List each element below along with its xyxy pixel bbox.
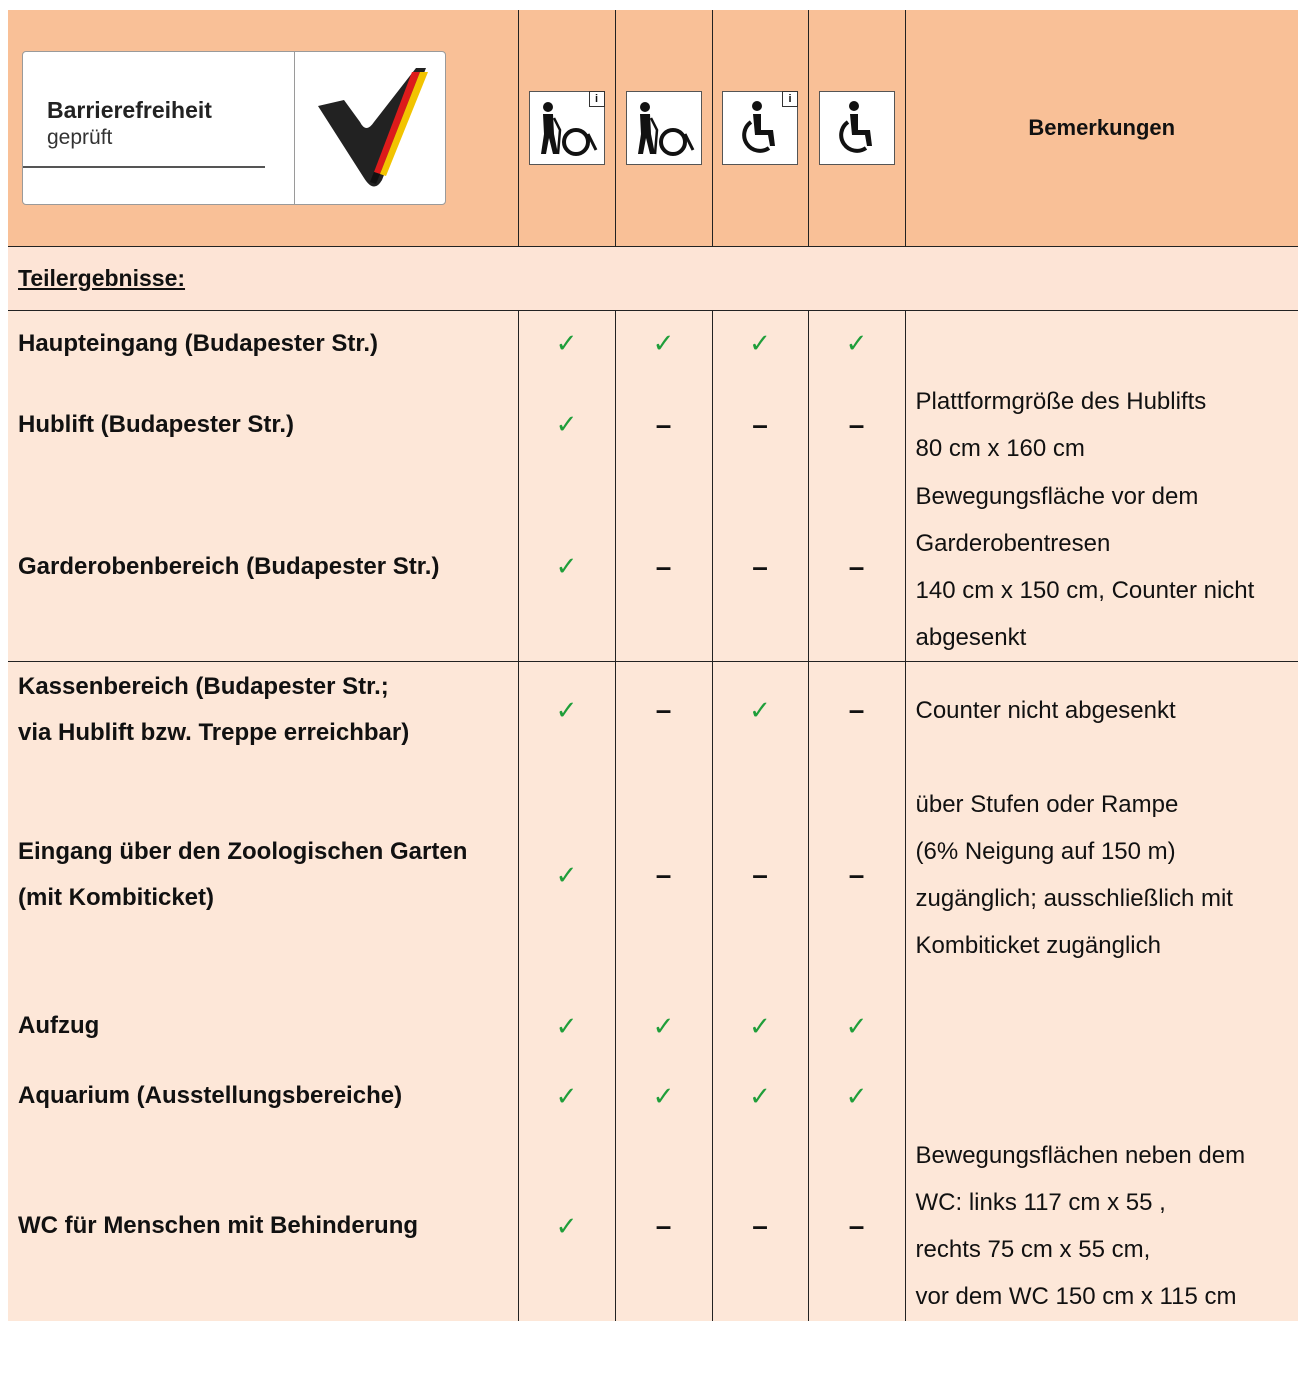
row-label-line: Haupteingang (Budapester Str.) — [18, 329, 379, 357]
table-row — [8, 991, 1298, 1061]
row-remark — [905, 991, 1298, 1061]
table-row — [8, 1061, 1298, 1131]
checkmark-icon: ✓ — [615, 1061, 712, 1131]
row-label-line: Aquarium (Ausstellungsbereiche) — [18, 1082, 403, 1109]
row-remark — [905, 377, 1298, 473]
dash-icon: – — [808, 473, 905, 662]
row-label — [8, 1061, 518, 1131]
logo-title: Barrierefreiheit — [47, 97, 212, 123]
dash-icon: – — [808, 661, 905, 759]
dash-icon: – — [615, 377, 712, 473]
table-row — [8, 311, 1298, 377]
remark-line: Counter nicht abgesenkt — [915, 696, 1176, 724]
row-label-line: Kassenbereich (Budapester Str.; — [18, 673, 389, 701]
row-label — [8, 759, 518, 991]
row-remark — [905, 473, 1298, 662]
header-icon-cell-1 — [518, 10, 615, 247]
row-label — [8, 1131, 518, 1321]
row-remark — [905, 661, 1298, 759]
table-header-row — [8, 10, 1298, 247]
row-label — [8, 377, 518, 473]
row-label — [8, 991, 518, 1061]
remark-line: abgesenkt — [915, 623, 1027, 651]
row-label-line: Aufzug — [18, 1012, 100, 1039]
dash-icon: – — [615, 1131, 712, 1321]
wheelchair-user-icon — [819, 91, 895, 165]
checkmark-icon: ✓ — [518, 1131, 615, 1321]
table-row — [8, 759, 1298, 991]
checkmark-icon: ✓ — [518, 377, 615, 473]
checkmark-icon: ✓ — [712, 991, 808, 1061]
section-label: Teilergebnisse: — [8, 247, 1298, 311]
accessibility-results-page — [8, 10, 1301, 1387]
checkmark-icon: ✓ — [518, 1061, 615, 1131]
checkmark-icon: ✓ — [518, 661, 615, 759]
dash-icon: – — [615, 473, 712, 662]
logo-underline — [23, 166, 265, 168]
logo-cell — [8, 10, 518, 247]
dash-icon: – — [808, 759, 905, 991]
checkmark-logo-icon — [308, 62, 438, 192]
table-row — [8, 377, 1298, 473]
checkmark-icon: ✓ — [808, 311, 905, 377]
logo-subtitle: geprüft — [47, 126, 113, 149]
walking-aid-wheelchair-info-icon: i — [529, 91, 605, 165]
walking-aid-wheelchair-icon — [626, 91, 702, 165]
remark-line: (6% Neigung auf 150 m) — [915, 838, 1176, 865]
checkmark-icon: ✓ — [518, 991, 615, 1061]
dash-icon: – — [808, 377, 905, 473]
checkmark-icon: ✓ — [615, 991, 712, 1061]
row-remark — [905, 1131, 1298, 1321]
dash-icon: – — [615, 759, 712, 991]
row-label — [8, 661, 518, 759]
remark-line: vor dem WC 150 cm x 115 cm — [915, 1283, 1237, 1310]
row-label-line: Garderobenbereich (Budapester Str.) — [18, 552, 440, 580]
section-band — [8, 247, 1298, 311]
dash-icon: – — [615, 661, 712, 759]
wheelchair-user-info-icon: i — [722, 91, 798, 165]
checkmark-icon: ✓ — [518, 759, 615, 991]
row-remark — [905, 1061, 1298, 1131]
dash-icon: – — [712, 377, 808, 473]
row-label — [8, 311, 518, 377]
table-row — [8, 661, 1298, 759]
remark-line: Kombiticket zugänglich — [915, 932, 1161, 959]
results-table — [8, 10, 1298, 1321]
row-label-line: (mit Kombiticket) — [18, 884, 215, 911]
dash-icon: – — [808, 1131, 905, 1321]
checkmark-icon: ✓ — [808, 991, 905, 1061]
row-remark — [905, 759, 1298, 991]
checkmark-icon: ✓ — [518, 473, 615, 662]
remark-line: rechts 75 cm x 55 cm, — [915, 1236, 1151, 1263]
row-label-line: Eingang über den Zoologischen Garten — [18, 838, 468, 865]
remark-line: zugänglich; ausschließlich mit — [915, 885, 1233, 912]
header-icon-cell-3 — [712, 10, 808, 247]
row-label — [8, 473, 518, 662]
checkmark-icon: ✓ — [712, 311, 808, 377]
remark-line: 80 cm x 160 cm — [915, 434, 1085, 462]
dash-icon: – — [712, 759, 808, 991]
checkmark-icon: ✓ — [712, 661, 808, 759]
dash-icon: – — [712, 1131, 808, 1321]
checkmark-icon: ✓ — [615, 311, 712, 377]
checkmark-icon: ✓ — [518, 311, 615, 377]
table-row — [8, 1131, 1298, 1321]
logo-divider — [294, 52, 295, 204]
dash-icon: – — [712, 473, 808, 662]
remarks-header: Bemerkungen — [1028, 115, 1176, 140]
results-rows — [8, 311, 1298, 1322]
checkmark-icon: ✓ — [712, 1061, 808, 1131]
header-icon-cell-4 — [808, 10, 905, 247]
barrierefreiheit-logo — [22, 51, 446, 205]
remark-line: Plattformgröße des Hublifts — [915, 387, 1207, 415]
row-label-line: via Hublift bzw. Treppe erreichbar) — [18, 719, 410, 747]
remark-line: WC: links 117 cm x 55 , — [915, 1189, 1166, 1216]
row-remark — [905, 311, 1298, 377]
remark-line: 140 cm x 150 cm, Counter nicht — [915, 576, 1255, 604]
remark-line: über Stufen oder Rampe — [915, 791, 1179, 818]
remark-line: Garderobentresen — [915, 529, 1111, 557]
remark-line: Bewegungsflächen neben dem — [915, 1142, 1246, 1169]
table-row — [8, 473, 1298, 662]
header-icon-cell-2 — [615, 10, 712, 247]
remark-line: Bewegungsfläche vor dem — [915, 482, 1199, 510]
row-label-line: Hublift (Budapester Str.) — [18, 410, 295, 438]
checkmark-icon: ✓ — [808, 1061, 905, 1131]
remarks-header-cell — [905, 10, 1298, 247]
row-label-line: WC für Menschen mit Behinderung — [18, 1212, 419, 1239]
